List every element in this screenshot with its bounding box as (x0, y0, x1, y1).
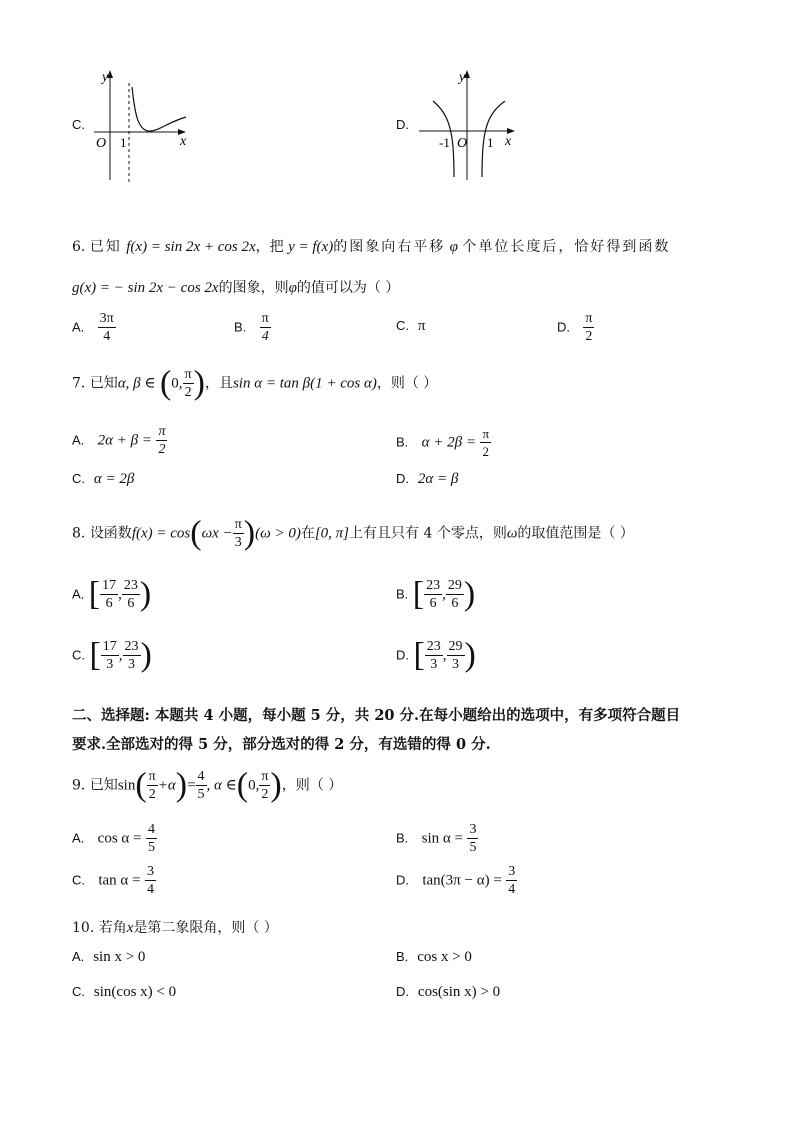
q8-option-a: A. [ $\frac{17}{6}$ , $\frac{23}{6}$ ) (72, 575, 152, 613)
q6-line-2: g(x) = − sin 2x − cos 2x的图象，则φ的值可以为（ ） (72, 280, 400, 296)
section2-heading-line-1: 二、选择题: 本题共 4 小题，每小题 5 分，共 20 分.在每小题给出的选项中，有多项符合题目 (72, 707, 681, 724)
q6-expr-f: f(x) = sin 2x + cos 2x (126, 239, 256, 255)
q7-option-a: A. 2α + β = $\frac{\pi}{2}$ (72, 424, 166, 457)
graph-c-x-label: x (180, 134, 187, 149)
q9-option-c: C. tan α = $\frac{3}{4}$ (72, 864, 154, 897)
q8-option-c: C. [ $\frac{17}{3}$ , $\frac{23}{3}$ ) (72, 636, 152, 674)
q6-option-a: A. $\frac{3\pi}{4}$ (72, 311, 114, 344)
graph-c-y-label: y (102, 70, 109, 85)
graph-c-origin: O (96, 136, 107, 151)
q10-option-b: B. cos x > 0 (396, 949, 472, 965)
q6-expr-y: y = f(x) (288, 239, 334, 255)
q7-stem: 7. 已知α, β ∈ (0, $\frac{\pi}{2}$ )，且sin α = tan β(1 + cos α)，则（ ） (72, 364, 438, 402)
q9-option-d: D. tan(3π − α) = $\frac{3}{4}$ (396, 864, 516, 897)
graph-d-x-label: x (505, 134, 512, 149)
q6-number: 6. (72, 239, 86, 255)
q10-stem: 10. 若角x是第二象限角，则（ ） (72, 920, 278, 936)
graph-c-curve (132, 87, 186, 131)
q5-option-d-label: D. (396, 117, 409, 132)
q6-option-c: C. π (396, 318, 426, 334)
graph-d-tick-neg: -1 (439, 135, 450, 150)
q5-graph-c (88, 65, 208, 190)
q5-option-c-label: C. (72, 117, 85, 132)
q6-option-d: D. $\frac{\pi}{2}$ (557, 311, 593, 344)
graph-d-tick-pos: 1 (487, 135, 494, 150)
graph-c-tick: 1 (120, 135, 127, 150)
graph-d-origin: O (457, 136, 468, 151)
q10-option-d: D. cos(sin x) > 0 (396, 984, 501, 1000)
q7-option-c: C. α = 2β (72, 471, 135, 487)
q7-option-b: B. α + 2β = $\frac{\pi}{2}$ (396, 426, 490, 459)
graph-d-right-branch (482, 101, 505, 177)
q7-option-d: D. 2α = β (396, 471, 459, 487)
q8-stem: 8. 设函数f(x) = cos(ωx − $\frac{\pi}{3}$ )(ω > 0)在[0, π]上有且只有 4 个零点，则ω的取值范围是（ ） (72, 514, 634, 552)
q10-option-a: A. sin x > 0 (72, 949, 146, 965)
q8-option-b: B. [ $\frac{23}{6}$ , $\frac{29}{6}$ ) (396, 575, 476, 613)
q6-expr-g: g(x) = − sin 2x − cos 2x (72, 280, 219, 296)
q8-option-d: D. [ $\frac{23}{3}$ , $\frac{29}{3}$ ) (396, 636, 476, 674)
q6-option-b: B. $\frac{\pi}{4}$ (234, 311, 269, 344)
graph-d-y-label: y (459, 70, 466, 85)
q9-stem: 9. 已知sin( $\frac{\pi}{2}$ +α)= $\frac{4}{5}$ , α ∈(0, $\frac{\pi}{2}$ )，则（ ） (72, 766, 343, 804)
q6-line-1: 6. 已知 f(x) = sin 2x + cos 2x，把 y = f(x)的图象向右平移 φ 个单位长度后，恰好得到函数 (72, 239, 671, 255)
q5-graph-d (415, 65, 525, 190)
q9-option-b: B. sin α = $\frac{3}{5}$ (396, 822, 477, 855)
q10-option-c: C. sin(cos x) < 0 (72, 984, 177, 1000)
q9-option-a: A. cos α = $\frac{4}{5}$ (72, 822, 155, 855)
section2-heading-line-2: 要求.全部选对的得 5 分，部分选对的得 2 分，有选错的得 0 分. (72, 736, 491, 753)
